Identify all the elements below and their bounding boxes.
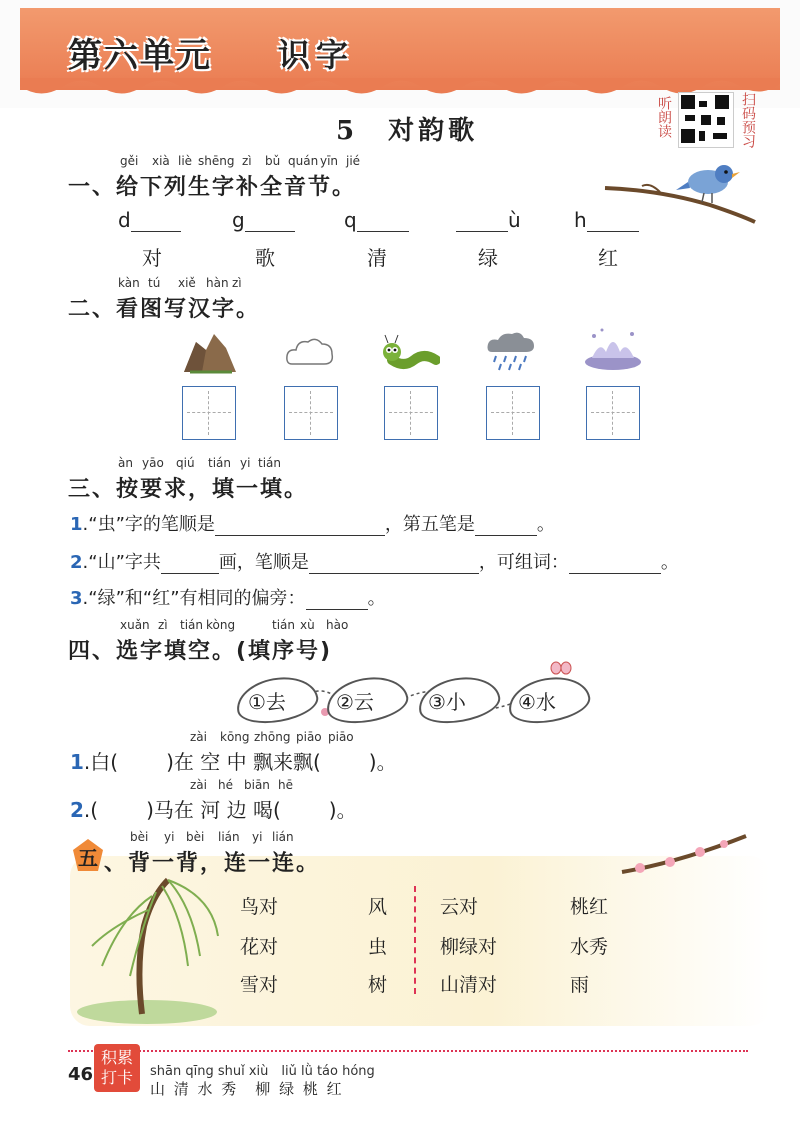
cloud-icon	[284, 334, 336, 370]
scan-label: 扫码预习	[740, 92, 756, 148]
match-right-1[interactable]: 云对	[440, 896, 479, 918]
match-left-1[interactable]: 鸟对	[240, 896, 279, 918]
water-icon	[582, 326, 644, 372]
question-4-2: 2.( )马在 河 边 喝( )。	[70, 798, 357, 822]
write-box-4[interactable]	[486, 386, 540, 440]
match-right-2[interactable]: 柳绿对	[440, 936, 498, 958]
match-left-answer-3[interactable]: 树	[368, 974, 388, 996]
write-box-3[interactable]	[384, 386, 438, 440]
section-5-number: 五	[78, 846, 98, 870]
willow-tree-image	[72, 866, 222, 1026]
match-left-answer-1[interactable]: 风	[368, 896, 388, 918]
syllable-blank-2[interactable]: g	[232, 208, 295, 232]
qr-code[interactable]	[678, 92, 734, 148]
unit-subject: 识字	[278, 36, 355, 74]
option-2: ②云	[336, 690, 374, 714]
daily-badge: 积累打卡	[94, 1044, 140, 1092]
question-3-1: 1.“虫”字的笔顺是 ，第五笔是 。	[70, 514, 555, 535]
mountain-icon	[180, 330, 240, 375]
syllable-blank-4[interactable]: ù	[456, 208, 521, 232]
match-left-2[interactable]: 花对	[240, 936, 279, 958]
match-right-3[interactable]: 山清对	[440, 974, 498, 996]
char-hong: 红	[598, 246, 618, 270]
footer-divider	[68, 1050, 748, 1052]
section-5-title: 、背一背，连一连。	[104, 851, 321, 876]
syllable-blank-3[interactable]: q	[344, 208, 409, 232]
write-box-1[interactable]	[182, 386, 236, 440]
footer-idioms: 山 清 水 秀 柳 绿 桃 红	[150, 1080, 344, 1098]
peach-blossom-branch	[620, 832, 750, 882]
char-ge: 歌	[255, 246, 275, 270]
section-2-title: 二、看图写汉字。	[68, 297, 261, 322]
answer-blank[interactable]	[309, 553, 479, 574]
syllable-blank-5[interactable]: h	[574, 208, 639, 232]
char-lv: 绿	[478, 246, 498, 270]
section-1-title: 一、给下列生字补全音节。	[68, 175, 357, 200]
divider	[414, 886, 416, 994]
char-qing: 清	[367, 246, 387, 270]
lesson-title: 5 对韵歌	[336, 116, 479, 146]
answer-blank[interactable]	[569, 553, 661, 574]
match-left-answer-2[interactable]: 虫	[368, 936, 388, 958]
section-4-title: 四、选字填空。(填序号)	[68, 639, 333, 664]
write-box-5[interactable]	[586, 386, 640, 440]
option-3: ③小	[428, 690, 466, 714]
page-number: 46	[68, 1064, 94, 1085]
match-right-answer-3[interactable]: 雨	[570, 974, 590, 996]
question-4-1: 1.白( )在 空 中 飘来飘( )。	[70, 750, 397, 774]
question-3-3: 3.“绿”和“红”有相同的偏旁： 。	[70, 588, 386, 609]
char-dui: 对	[142, 246, 162, 270]
answer-blank[interactable]	[475, 515, 537, 536]
question-3-2: 2.“山”字共 画，笔顺是 ，可组词： 。	[70, 552, 679, 573]
worm-icon	[380, 330, 440, 372]
listen-label: 听朗读	[656, 96, 672, 138]
unit-title: 第六单元	[68, 36, 212, 76]
answer-blank[interactable]	[161, 553, 219, 574]
answer-blank[interactable]	[306, 589, 368, 610]
option-4: ④水	[518, 690, 556, 714]
option-1: ①去	[248, 690, 286, 714]
syllable-blank-1[interactable]: d	[118, 208, 181, 232]
write-box-2[interactable]	[284, 386, 338, 440]
section-3-title: 三、按要求，填一填。	[68, 477, 309, 502]
answer-blank[interactable]	[215, 515, 385, 536]
footer-pinyin: shān qīng shuǐ xiù liǔ lǜ táo hóng	[150, 1064, 375, 1079]
butterfly-icon	[550, 660, 572, 680]
rain-icon	[484, 330, 540, 372]
match-right-answer-2[interactable]: 水秀	[570, 936, 609, 958]
match-right-answer-1[interactable]: 桃红	[570, 896, 609, 918]
match-left-3[interactable]: 雪对	[240, 974, 279, 996]
